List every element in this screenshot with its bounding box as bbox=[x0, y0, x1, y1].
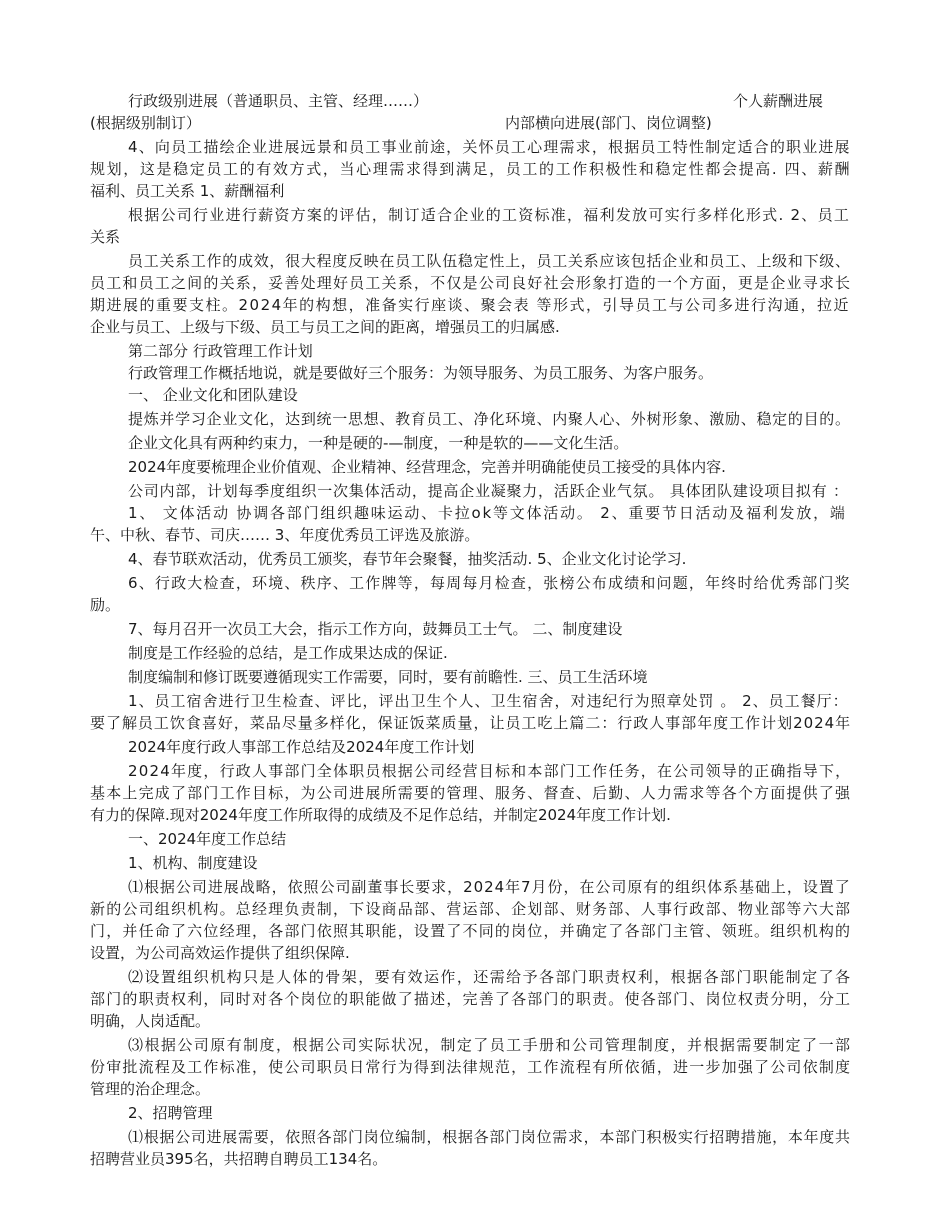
text-line: 励。 bbox=[90, 596, 121, 614]
text-line: 制度是工作经验的总结，是工作成果达成的保证. bbox=[128, 644, 448, 662]
text-line: 规划，这是稳定员工的有效方式，当心理需求得到满足，员工的工作积极性和稳定性都会提高. 四、薪酬 bbox=[90, 160, 852, 178]
text-line: ⑴根据公司进展战略，依照公司副董事长要求，2024年7月份，在公司原有的组织体系基础上，设置了 bbox=[128, 878, 851, 896]
text-line: 新的公司组织机构。总经理负责制，下设商品部、营运部、企划部、财务部、人事行政部、物业部等六大部 bbox=[90, 900, 852, 918]
text-line: 部门的职责权利，同时对各个岗位的职能做了描述，完善了各部门的职责。使各部门、岗位权责分明，分工 bbox=[90, 990, 852, 1008]
text-line: 明确，人岗适配。 bbox=[90, 1012, 211, 1030]
text-line: 设置，为公司高效运作提供了组织保障. bbox=[90, 944, 350, 962]
text-line: (根据级别制订） bbox=[90, 114, 201, 132]
text-line: 午、中秋、春节、司庆…… 3、年度优秀员工评选及旅游。 bbox=[90, 526, 480, 544]
text-line: 提炼并学习企业文化，达到统一思想、教育员工、净化环境、内聚人心、外树形象、激励、稳定的目的。 bbox=[128, 410, 851, 428]
text-line: 行政级别进展（普通职员、主管、经理……） bbox=[128, 92, 429, 110]
text-line: 份审批流程及工作标准，使公司职员日常行为得到法律规范，工作流程有所依循，进一步加强了公司依制度 bbox=[90, 1058, 852, 1076]
text-line: 6、行政大检查，环境、秩序、工作牌等，每周每月检查，张榜公布成绩和问题，年终时给优秀部门奖 bbox=[128, 574, 851, 592]
text-line: 1、机构、制度建设 bbox=[128, 854, 258, 872]
text-line: 4、向员工描绘企业进展远景和员工事业前途，关怀员工心理需求，根据员工特性制定适合的职业进展 bbox=[128, 138, 851, 156]
text-line: 内部横向进展(部门、岗位调整) bbox=[505, 114, 712, 132]
text-line: 一、2024年度工作总结 bbox=[128, 830, 287, 848]
text-line: 制度编制和修订既要遵循现实工作需要，同时，要有前瞻性. 三、员工生活环境 bbox=[128, 668, 648, 686]
text-line: 基本上完成了部门工作目标，为公司进展所需要的管理、服务、督查、后勤、人力需求等各个方面提供了强 bbox=[90, 784, 852, 802]
text-line: 个人薪酬进展 bbox=[733, 92, 824, 110]
text-line: 期进展的重要支柱。2024年的构想，准备实行座谈、聚会表 等形式，引导员工与公司多进行沟通，拉近 bbox=[90, 296, 850, 314]
text-line: 公司内部，计划每季度组织一次集体活动，提高企业凝聚力，活跃企业气氛。 具体团队建设项目拟有 ： bbox=[128, 482, 849, 500]
text-line: 1、员工宿舍进行卫生检查、评比，评出卫生个人、卫生宿舍，对违纪行为照章处罚 。 2、员工餐厅： bbox=[128, 692, 849, 710]
text-line: 员工和员工之间的关系，妥善处理好员工关系，不仅是公司良好社会形象打造的一个方面，更是企业寻求长 bbox=[90, 274, 852, 292]
text-line: 一、 企业文化和团队建设 bbox=[128, 386, 298, 404]
text-line: 员工关系工作的成效，很大程度反映在员工队伍稳定性上，员工关系应该包括企业和员工、上级和下级、 bbox=[128, 252, 851, 270]
text-line: 第二部分 行政管理工作计划 bbox=[128, 342, 313, 360]
text-line: 1、 文体活动 协调各部门组织趣味运动、卡拉ok等文体活动。 2、重要节日活动及福利发放，端 bbox=[128, 504, 847, 522]
text-line: 7、每月召开一次员工大会，指示工作方向，鼓舞员工士气。 二、制度建设 bbox=[128, 620, 623, 638]
text-line: 2024年度行政人事部工作总结及2024年度工作计划 bbox=[128, 738, 475, 756]
text-line: 企业文化具有两种约束力，一种是硬的-—制度，一种是软的——文化生活。 bbox=[128, 434, 629, 452]
text-line: 行政管理工作概括地说，就是要做好三个服务：为领导服务、为员工服务、为客户服务。 bbox=[128, 364, 714, 382]
text-line: 根据公司行业进行薪资方案的评估，制订适合企业的工资标准，福利发放可实行多样化形式. 2、员工 bbox=[128, 206, 851, 224]
text-line: ⑶根据公司原有制度，根据公司实际状况，制定了员工手册和公司管理制度，并根据需要制定了一部 bbox=[128, 1036, 852, 1054]
text-line: 企业与员工、上级与下级、员工与员工之间的距离，增强员工的归属感. bbox=[90, 318, 560, 336]
text-line: 有力的保障.现对2024年度工作所取得的成绩及不足作总结，并制定2024年度工作计划. bbox=[90, 806, 671, 824]
text-line: 关系 bbox=[90, 228, 121, 246]
text-line: 2024年度要梳理企业价值观、企业精神、经营理念，完善并明确能使员工接受的具体内容. bbox=[128, 458, 726, 476]
text-line: 管理的治企理念。 bbox=[90, 1080, 211, 1098]
text-line: 招聘营业员395名，共招聘自聘员工134名。 bbox=[90, 1150, 388, 1168]
text-line: ⑵设置组织机构只是人体的骨架，要有效运作，还需给予各部门职责权利，根据各部门职能制定了各 bbox=[128, 968, 852, 986]
text-line: 要了解员工饮食喜好，菜品尽量多样化，保证饭菜质量，让员工吃上篇二：行政人事部年度工作计划2024年 bbox=[90, 714, 852, 732]
text-line: 福利、员工关系 1、薪酬福利 bbox=[90, 182, 285, 200]
text-line: ⑴根据公司进展需要，依照各部门岗位编制，根据各部门岗位需求，本部门积极实行招聘措施，本年度共 bbox=[128, 1128, 851, 1146]
text-line: 4、春节联欢活动，优秀员工颁奖，春节年会聚餐，抽奖活动. 5、企业文化讨论学习. bbox=[128, 550, 687, 568]
text-line: 2、招聘管理 bbox=[128, 1104, 213, 1122]
text-line: 门，并任命了六位经理，各部门依照其职能，设置了不同的岗位，并确定了各部门主管、领班。组织机构的 bbox=[90, 922, 852, 940]
text-line: 2024年度，行政人事部门全体职员根据公司经营目标和本部门工作任务，在公司领导的正确指导下， bbox=[128, 762, 852, 780]
